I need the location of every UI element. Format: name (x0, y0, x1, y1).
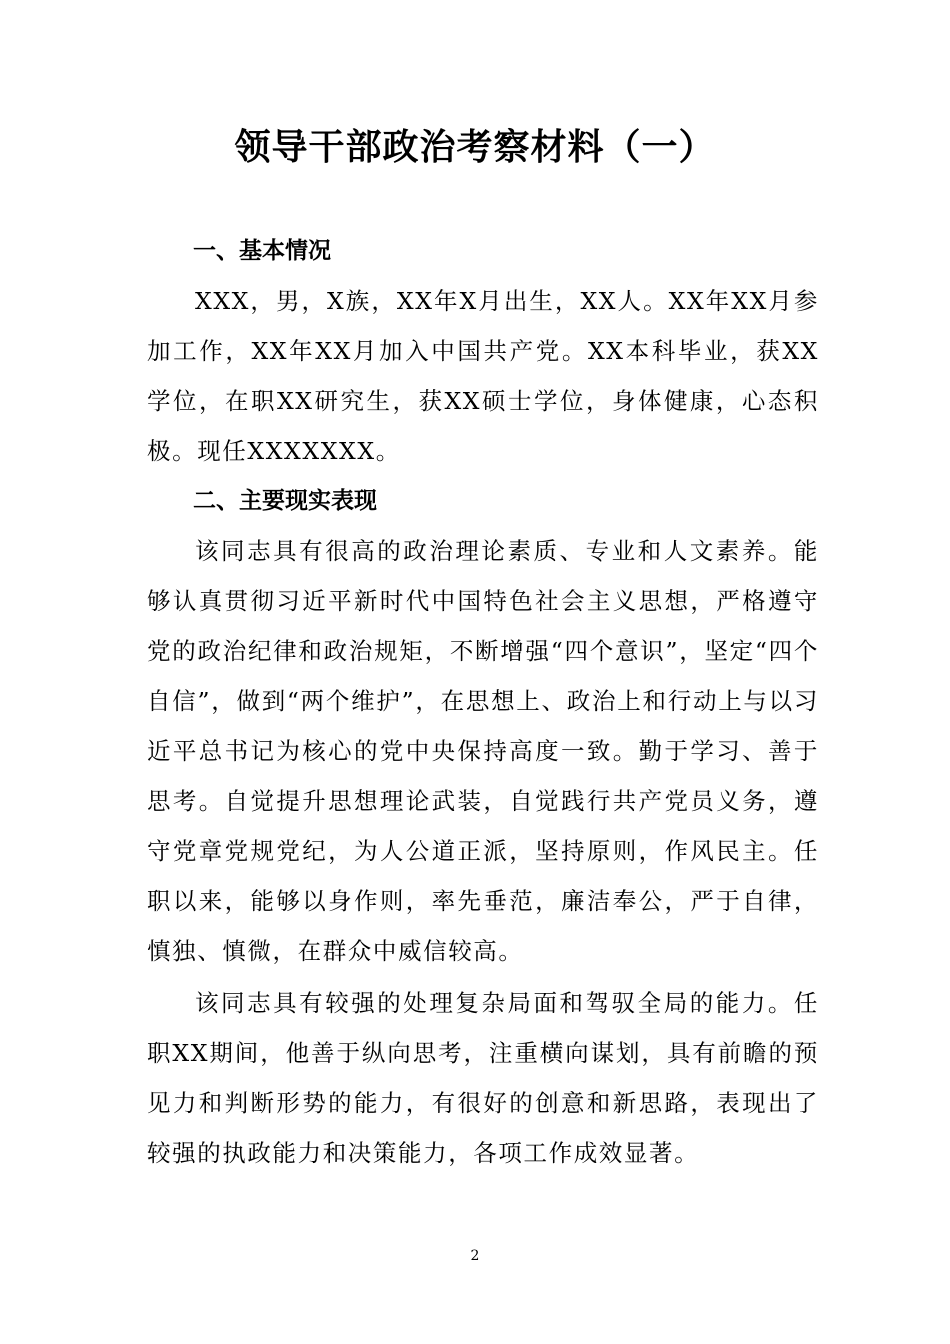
paragraph-leadership-ability: 该同志具有较强的处理复杂局面和驾驭全局的能力。任职XX期间，他善于纵向思考，注重横向谋划，具有前瞻的预见力和判断形势的能力，有很好的创意和新思路，表现出了较强的执政能力和决策能力，各项工作成效显著。 (147, 989, 819, 1167)
paragraph-political-quality: 该同志具有很高的政治理论素质、专业和人文素养。能够认真贯彻习近平新时代中国特色社会主义思想，严格遵守党的政治纪律和政治规矩，不断增强“四个意识”，坚定“四个自信”，做到“两个维护”，在思想上、政治上和行动上与以习近平总书记为核心的党中央保持高度一致。勤于学习、善于思考。自觉提升思想理论武装，自觉践行共产党员义务，遵守党章党规党纪，为人公道正派，坚持原则，作风民主。任职以来，能够以身作则，率先垂范，廉洁奉公，严于自律，慎独、慎微，在群众中威信较高。 (147, 537, 819, 965)
section-heading-main-performance: 二、主要现实表现 (193, 488, 377, 514)
page-number: 2 (470, 1248, 480, 1264)
document-body (147, 226, 819, 1178)
document-title: 领导干部政治考察材料（一） (234, 126, 716, 168)
paragraph-basic-info: XXX，男，X族，XX年X月出生，XX人。XX年XX月参加工作，XX年XX月加入中国共产党。XX本科毕业，获XX学位，在职XX研究生，获XX硕士学位，身体健康，心态积极。现任XXXXXXX。 (147, 287, 819, 465)
section-heading-basic-info: 一、基本情况 (193, 238, 331, 264)
